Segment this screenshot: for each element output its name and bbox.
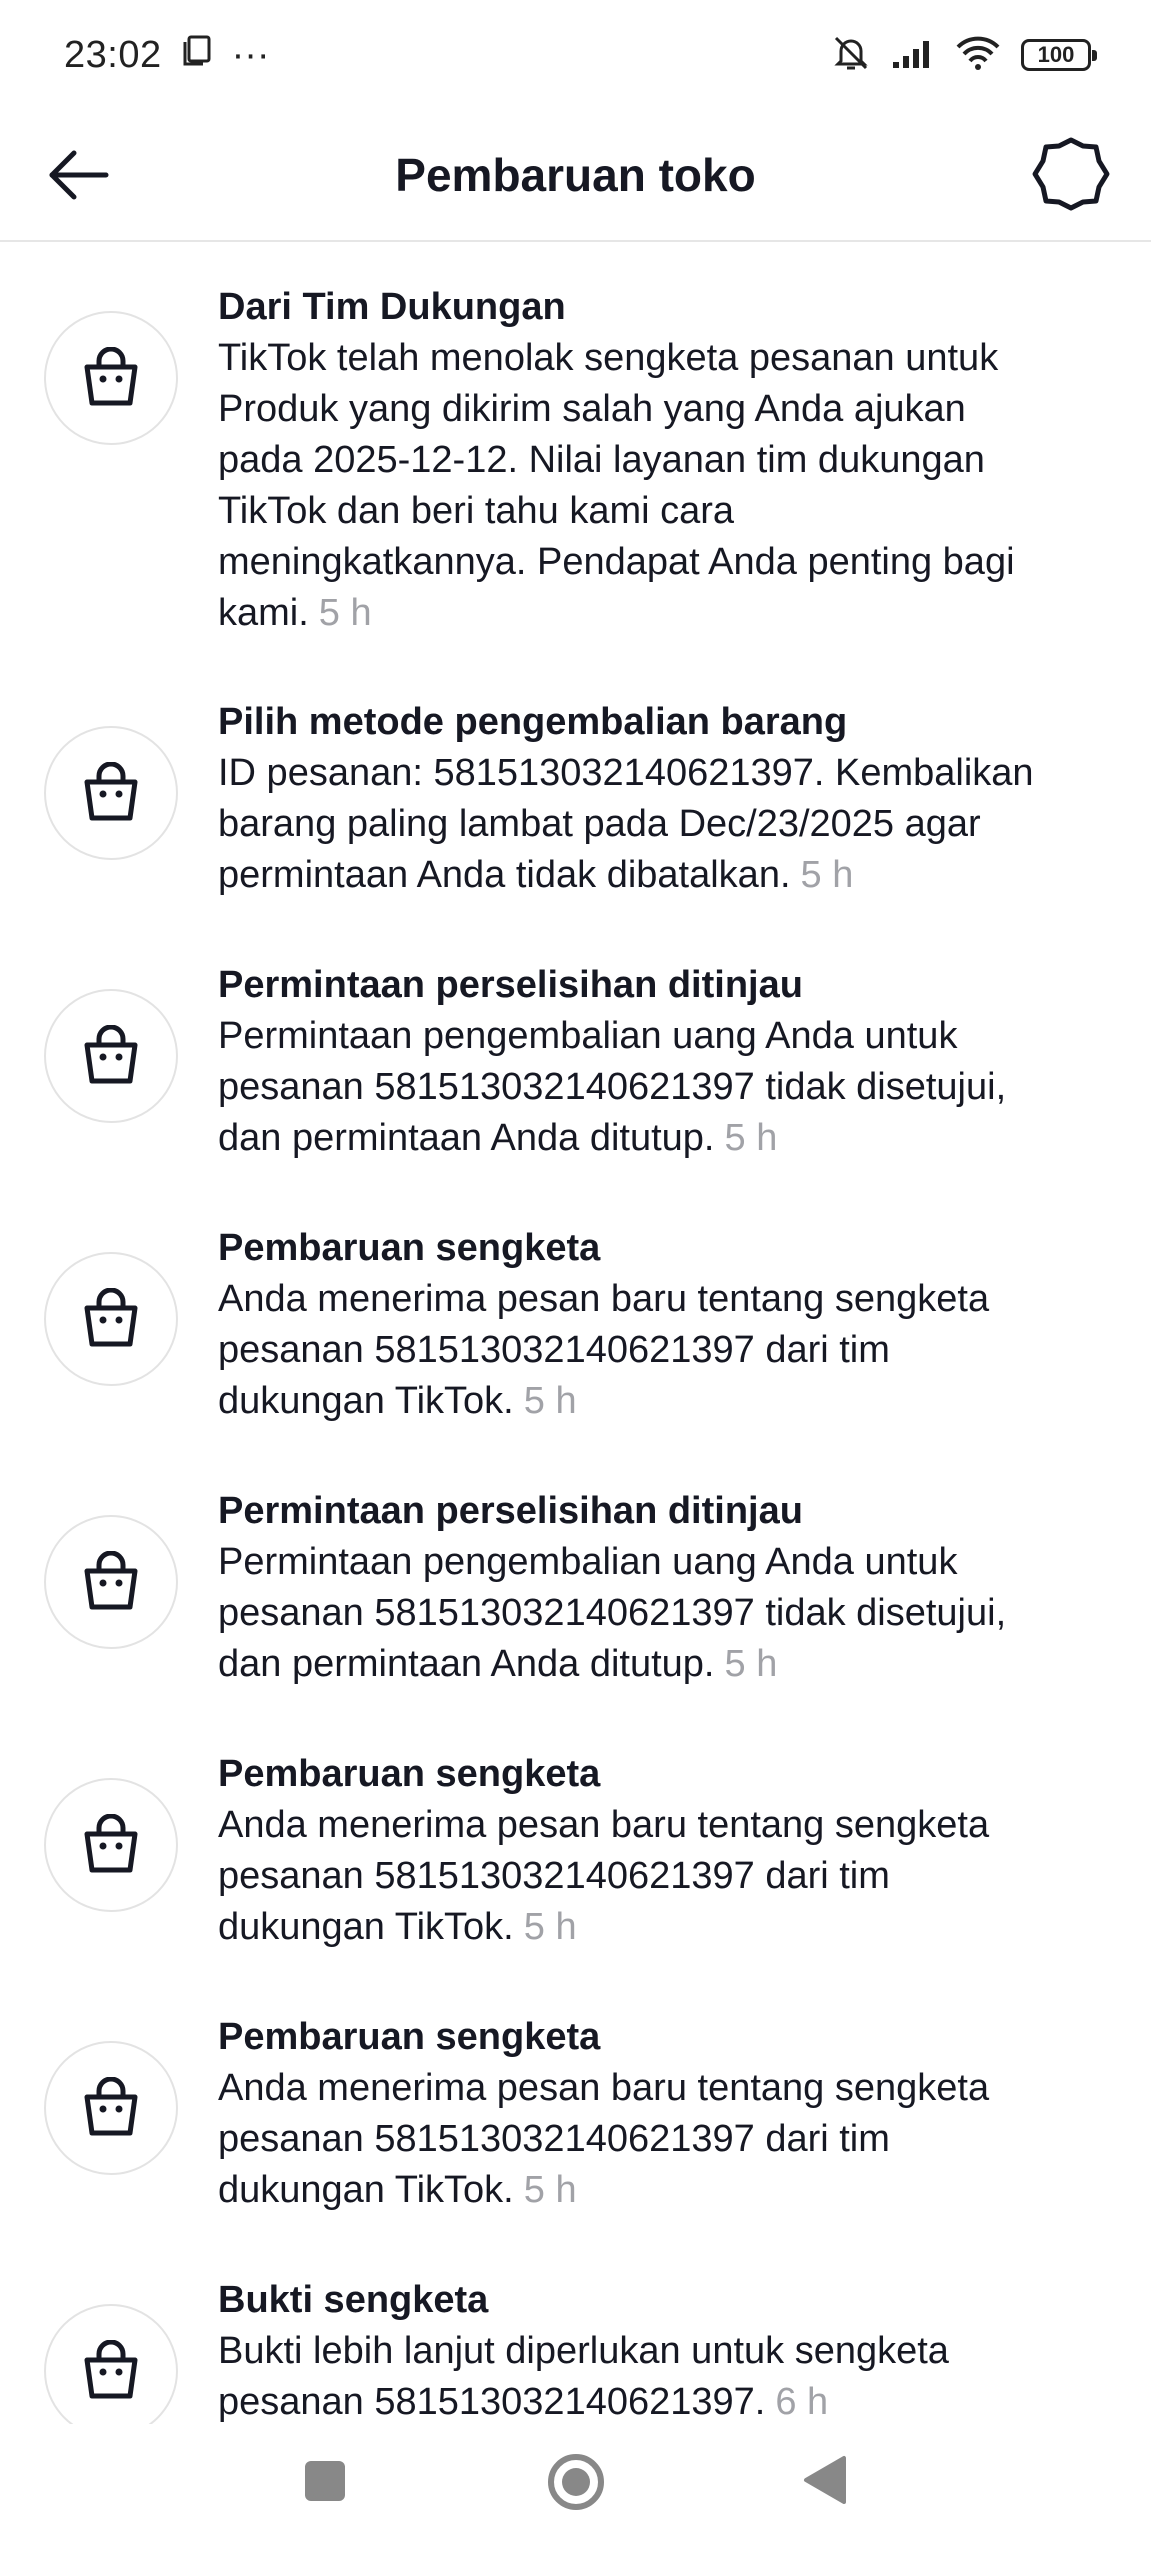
notification-body-line <box>218 1376 1101 1427</box>
notification-body-text: meningkatkannya. Pendapat Anda penting bagi <box>218 541 1015 583</box>
notification-content <box>218 2275 1101 2424</box>
app-header <box>0 110 1151 242</box>
recents-button[interactable] <box>302 2458 348 2509</box>
notification-time: 5 h <box>800 854 854 896</box>
notification-title: Pembaruan sengketa <box>218 1753 601 1795</box>
notification-body-line <box>218 1274 1101 1325</box>
notification-time: 5 h <box>318 592 372 634</box>
notification-avatar <box>44 2304 178 2424</box>
status-time: 23:02 <box>64 33 162 76</box>
notification-body-text: pada 2025-12-12. Nilai layanan tim dukungan <box>218 439 985 481</box>
notification-content <box>218 697 1101 901</box>
status-bar-left <box>64 33 270 77</box>
notification-body-line <box>218 2063 1101 2114</box>
notification-title: Pembaruan sengketa <box>218 1227 601 1269</box>
screenshot-icon <box>180 33 214 77</box>
more-status-icon: ··· <box>231 33 270 76</box>
notification-time: 6 h <box>775 2381 829 2423</box>
settings-button[interactable] <box>1031 134 1111 214</box>
notification-content <box>218 1486 1101 1690</box>
recents-square-icon <box>302 2458 348 2504</box>
notification-avatar <box>44 1252 178 1386</box>
notification-avatar <box>44 1778 178 1912</box>
notification-body-line <box>218 1062 1101 1113</box>
notification-title: Dari Tim Dukungan <box>218 286 566 328</box>
notification-body-line <box>218 537 1101 588</box>
notification-list <box>0 242 1151 2424</box>
notification-title: Permintaan perselisihan ditinjau <box>218 1490 803 1532</box>
wifi-icon <box>955 35 1001 76</box>
notification-body-line <box>218 748 1101 799</box>
notification-body-line <box>218 1588 1101 1639</box>
gear-icon <box>1031 134 1111 214</box>
signal-icon <box>891 36 935 75</box>
notification-title: Permintaan perselisihan ditinjau <box>218 964 803 1006</box>
status-bar-right <box>831 33 1091 78</box>
notification-content <box>218 282 1101 639</box>
shopping-bag-icon <box>79 2340 143 2402</box>
notification-time: 5 h <box>523 1906 577 1948</box>
notification-body-text: pesanan 581513032140621397 dari tim <box>218 1329 890 1371</box>
notification-body-text: pesanan 581513032140621397 dari tim <box>218 1855 890 1897</box>
notification-body-line <box>218 1537 1101 1588</box>
notification-body-line <box>218 588 1101 639</box>
notification-body-line <box>218 1902 1101 1953</box>
notification-content <box>218 1749 1101 1953</box>
notification-body-line <box>218 486 1101 537</box>
notification-body-line <box>218 2377 1101 2424</box>
notification-body-line <box>218 2165 1101 2216</box>
notification-body-line <box>218 1325 1101 1376</box>
notification-avatar <box>44 2041 178 2175</box>
notification-avatar <box>44 989 178 1123</box>
notification-body-text: TikTok dan beri tahu kami cara <box>218 490 735 532</box>
home-circle-icon <box>546 2452 606 2512</box>
notification-time: 5 h <box>523 2169 577 2211</box>
shopping-bag-icon <box>79 2077 143 2139</box>
notification-body-text: pesanan 581513032140621397 tidak disetujui, <box>218 1066 1007 1108</box>
notification-title: Pilih metode pengembalian barang <box>218 701 848 743</box>
shopping-bag-icon <box>79 762 143 824</box>
notification-body-text: kami. <box>218 592 309 634</box>
notification-body-line <box>218 799 1101 850</box>
status-bar <box>0 0 1151 110</box>
notification-body-text: Anda menerima pesan baru tentang sengketa <box>218 2067 990 2109</box>
shopping-bag-icon <box>79 1551 143 1613</box>
notification-body-text: dan permintaan Anda ditutup. <box>218 1643 715 1685</box>
notification-body-line <box>218 435 1101 486</box>
notification-body-text: dukungan TikTok. <box>218 1380 514 1422</box>
notification-body-text: Anda menerima pesan baru tentang sengketa <box>218 1278 990 1320</box>
notification-time: 5 h <box>724 1117 778 1159</box>
notification-body-text: pesanan 581513032140621397 tidak disetujui, <box>218 1592 1007 1634</box>
notification-body-text: dukungan TikTok. <box>218 2169 514 2211</box>
notification-body-text: Permintaan pengembalian uang Anda untuk <box>218 1015 958 1057</box>
notification-content <box>218 960 1101 1164</box>
notification-content <box>218 1223 1101 1427</box>
notification-body-line <box>218 1113 1101 1164</box>
page-title: Pembaruan toko <box>395 149 756 201</box>
notification-body-text: Produk yang dikirim salah yang Anda ajukan <box>218 388 966 430</box>
bell-muted-icon <box>831 33 871 78</box>
notification-body-line <box>218 333 1101 384</box>
notification-body-text: pesanan 581513032140621397. <box>218 2381 766 2423</box>
home-button[interactable] <box>546 2452 606 2517</box>
notification-time: 5 h <box>523 1380 577 1422</box>
notification-body-line <box>218 1639 1101 1690</box>
nav-back-button[interactable] <box>802 2454 848 2511</box>
notification-body-line <box>218 1011 1101 1062</box>
notification-title: Bukti sengketa <box>218 2279 489 2321</box>
notification-title: Pembaruan sengketa <box>218 2016 601 2058</box>
notification-body-text: Anda menerima pesan baru tentang sengketa <box>218 1804 990 1846</box>
notification-body-line <box>218 850 1101 901</box>
shopping-bag-icon <box>79 347 143 409</box>
notification-body-line <box>218 2326 1101 2377</box>
notification-body-line <box>218 384 1101 435</box>
battery-level: 100 <box>1037 42 1075 67</box>
notification-body-line <box>218 1800 1101 1851</box>
notification-avatar <box>44 726 178 860</box>
notification-body-line <box>218 1851 1101 1902</box>
notification-body-text: barang paling lambat pada Dec/23/2025 agar <box>218 803 981 845</box>
notification-avatar <box>44 311 178 445</box>
notification-body-line <box>218 2114 1101 2165</box>
battery-icon <box>1021 39 1091 71</box>
notification-content <box>218 2012 1101 2216</box>
notification-body-text: permintaan Anda tidak dibatalkan. <box>218 854 791 896</box>
shopping-bag-icon <box>79 1288 143 1350</box>
notification-avatar <box>44 1515 178 1649</box>
system-nav-bar <box>0 2424 1151 2560</box>
notification-body-text: ID pesanan: 581513032140621397. Kembalikan <box>218 752 1034 794</box>
shopping-bag-icon <box>79 1814 143 1876</box>
shopping-bag-icon <box>79 1025 143 1087</box>
notification-body-text: TikTok telah menolak sengketa pesanan untuk <box>218 337 999 379</box>
notification-body-text: dan permintaan Anda ditutup. <box>218 1117 715 1159</box>
notification-body-text: dukungan TikTok. <box>218 1906 514 1948</box>
notification-body-text: Permintaan pengembalian uang Anda untuk <box>218 1541 958 1583</box>
notification-body-text: pesanan 581513032140621397 dari tim <box>218 2118 890 2160</box>
notification-time: 5 h <box>724 1643 778 1685</box>
notification-body-text: Bukti lebih lanjut diperlukan untuk sengketa <box>218 2330 949 2372</box>
back-triangle-icon <box>802 2454 848 2506</box>
